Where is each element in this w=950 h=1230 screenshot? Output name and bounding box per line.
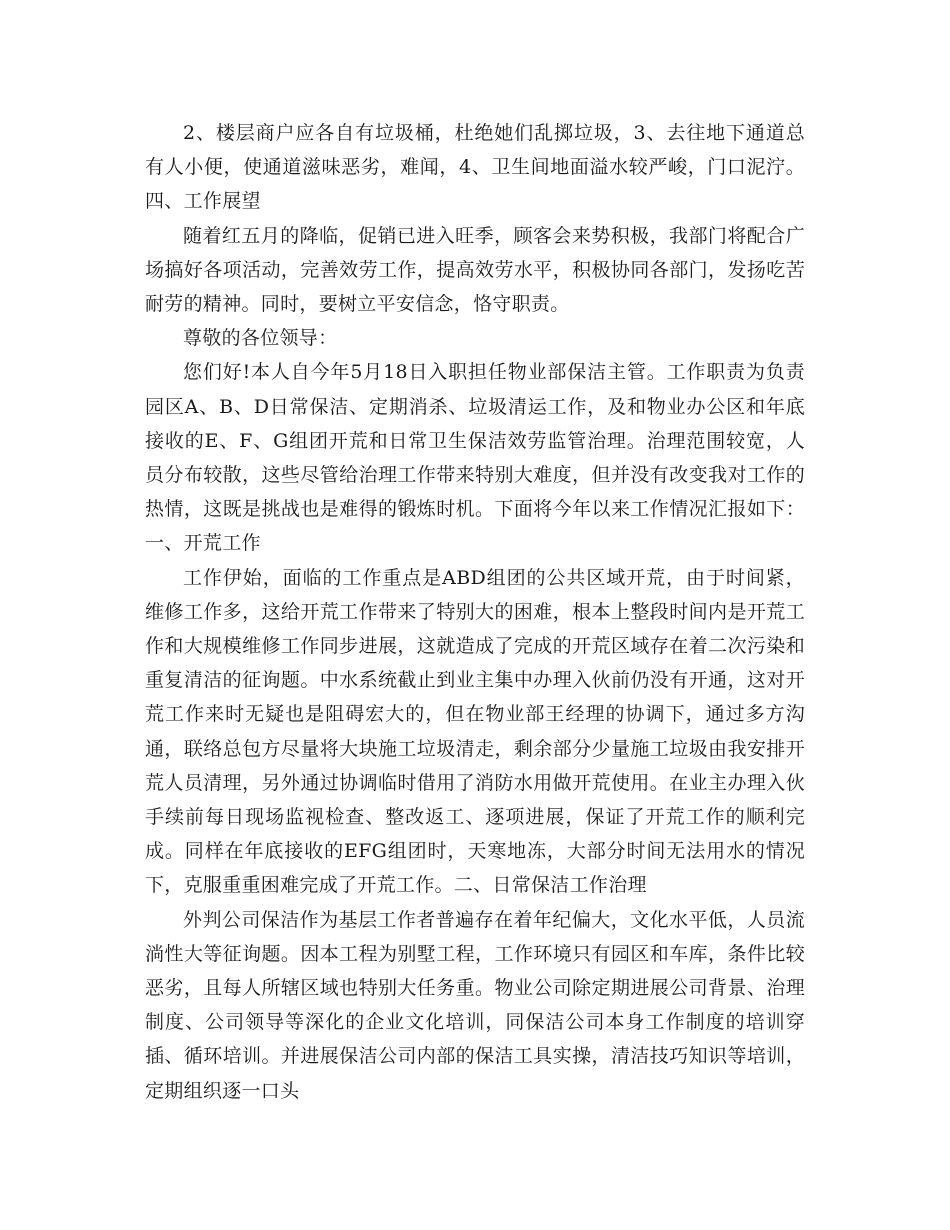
paragraph-salutation: 尊敬的各位领导：: [183, 327, 338, 350]
paragraph-daily-cleaning: 外判公司保洁作为基层工作者普遍存在着年纪偏大，文化水平低，人员流淌性大等征询题。因本工程为别墅工程，工作环境只有园区和车库，条件比较恶劣，且每人所辖区域也特别大任务重。物业公司除定期进展公司背景、治理制度、公司领导等深化的企业文化培训，同保洁公司本身工作制度的培训穿插、循环培训。并进展保洁公司内部的保洁工具实操，清洁技巧知识等培训，定期组织逐一口头: [145, 908, 805, 1102]
paragraph-may-promotion: 随着红五月的降临，促销已进入旺季，顾客会来势积极，我部门将配合广场搞好各项活动，完善效劳工作，提高效劳水平，积极协同各部门，发扬吃苦耐劳的精神。同时，要树立平安信念，恪守职责。: [145, 224, 805, 316]
paragraph-issues-outlook: 2、楼层商户应各自有垃圾桶，杜绝她们乱掷垃圾，3、去往地下通道总有人小便，使通道滋味恶劣，难闻，4、卫生间地面溢水较严峻，门口泥泞。四、工作展望: [145, 122, 805, 213]
paragraph-reclamation-work: 工作伊始，面临的工作重点是ABD组团的公共区域开荒，由于时间紧，维修工作多，这给开荒工作带来了特别大的困难，根本上整段时间内是开荒工作和大规模维修工作同步进展，这就造成了完成的开荒区域存在着二次污染和重复清洁的征询题。中水系统截止到业主集中办理入伙前仍没有开通，这对开荒工作来时无疑也是阻碍宏大的，但在物业部王经理的协调下，通过多方沟通，联络总包方尽量将大块施工垃圾清走，剩余部分少量施工垃圾由我安排开荒人员清理，另外通过协调临时借用了消防水用做开荒使用。在业主办理入伙手续前每日现场监视检查、整改返工、逐项进展，保证了开荒工作的顺利完成。同样在年底接收的EFG组团时，天寒地冻，大部分时间无法用水的情况下，克服重重困难完成了开荒工作。二、日常保洁工作治理: [145, 566, 805, 897]
paragraph-introduction: 您们好!本人自今年5月18日入职担任物业部保洁主管。工作职责为负责园区A、B、D日常保洁、定期消杀、垃圾清运工作，及和物业办公区和年底接收的E、F、G组团开荒和日常卫生保洁效劳监管治理。治理范围较宽，人员分布较散，这些尽管给治理工作带来特别大难度，但并没有改变我对工作的热情，这既是挑战也是难得的锻炼时机。下面将今年以来工作情况汇报如下：一、开荒工作: [145, 361, 805, 555]
document-body: [145, 116, 805, 1108]
